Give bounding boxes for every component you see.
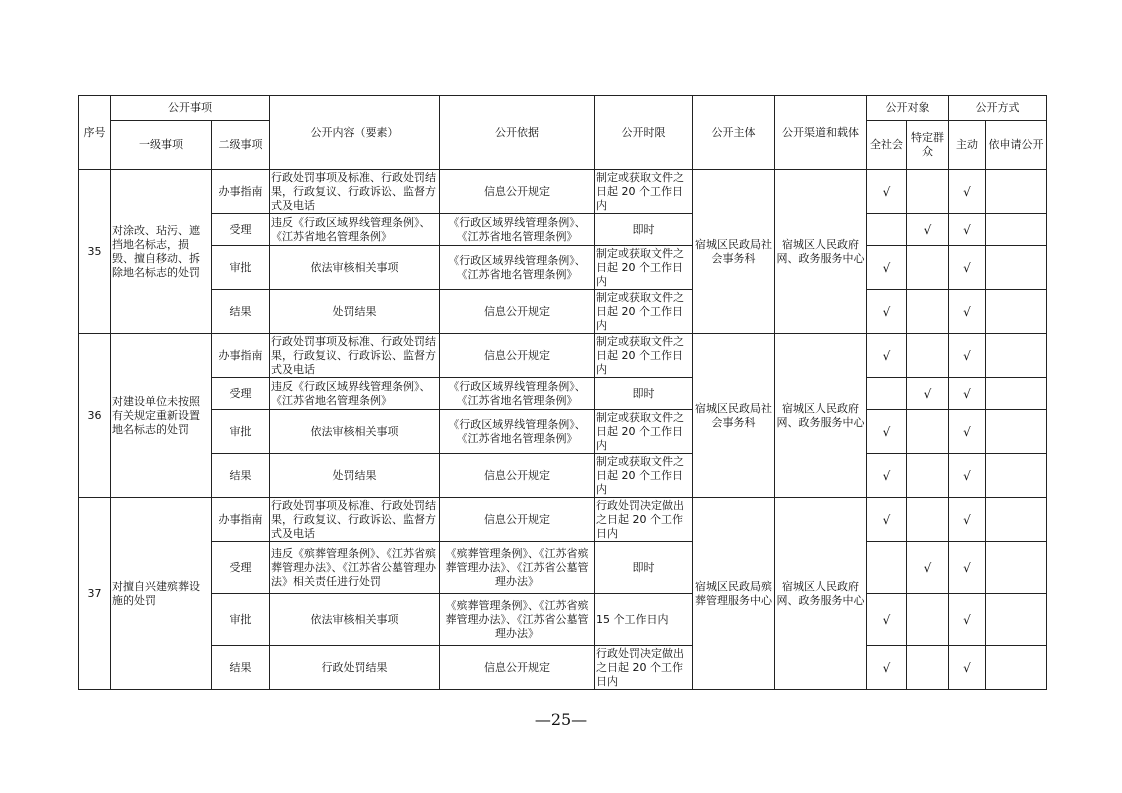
item-basis: 《行政区域界线管理条例》、《江苏省地名管理条例》 <box>440 214 595 246</box>
all-society-check <box>867 542 907 594</box>
table-row <box>79 542 1047 594</box>
table-row <box>79 170 1047 214</box>
item-level1: 对擅自兴建殡葬设施的处罚 <box>111 498 212 690</box>
active-check: √ <box>949 290 986 334</box>
item-basis: 信息公开规定 <box>440 646 595 690</box>
specific-group-check <box>907 170 949 214</box>
item-level1: 对建设单位未按照有关规定重新设置地名标志的处罚 <box>111 334 212 498</box>
header-level1: 一级事项 <box>111 121 212 170</box>
item-level2: 受理 <box>212 214 270 246</box>
header-active: 主动 <box>949 121 986 170</box>
table-row <box>79 246 1047 290</box>
all-society-check <box>867 378 907 410</box>
item-basis: 《殡葬管理条例》、《江苏省殡葬管理办法》、《江苏省公墓管理办法》 <box>440 542 595 594</box>
header-row-1 <box>79 96 1047 121</box>
active-check: √ <box>949 170 986 214</box>
all-society-check: √ <box>867 646 907 690</box>
item-seq: 37 <box>79 498 111 690</box>
item-level2: 审批 <box>212 594 270 646</box>
item-time-limit: 即时 <box>595 378 693 410</box>
header-method: 公开方式 <box>949 96 1047 121</box>
header-time-limit: 公开时限 <box>595 96 693 170</box>
table-row <box>79 290 1047 334</box>
item-content: 违反《行政区域界线管理条例》、《江苏省地名管理条例》 <box>270 378 440 410</box>
all-society-check: √ <box>867 246 907 290</box>
item-level2: 结果 <box>212 290 270 334</box>
item-content: 违反《行政区域界线管理条例》、《江苏省地名管理条例》 <box>270 214 440 246</box>
header-seq: 序号 <box>79 96 111 170</box>
on-request-check <box>986 334 1047 378</box>
item-basis: 《行政区域界线管理条例》、《江苏省地名管理条例》 <box>440 378 595 410</box>
item-content: 行政处罚事项及标准、行政处罚结果，行政复议、行政诉讼、监督方式及电话 <box>270 334 440 378</box>
item-time-limit: 即时 <box>595 542 693 594</box>
active-check: √ <box>949 378 986 410</box>
on-request-check <box>986 410 1047 454</box>
header-basis: 公开依据 <box>440 96 595 170</box>
specific-group-check <box>907 646 949 690</box>
item-subject: 宿城区民政局社会事务科 <box>693 334 775 498</box>
header-content: 公开内容（要素） <box>270 96 440 170</box>
item-basis: 信息公开规定 <box>440 498 595 542</box>
header-all-society: 全社会 <box>867 121 907 170</box>
item-subject: 宿城区民政局殡葬管理服务中心 <box>693 498 775 690</box>
item-content: 处罚结果 <box>270 454 440 498</box>
table-row <box>79 214 1047 246</box>
on-request-check <box>986 542 1047 594</box>
specific-group-check: √ <box>907 378 949 410</box>
item-content: 依法审核相关事项 <box>270 410 440 454</box>
on-request-check <box>986 378 1047 410</box>
item-basis: 《殡葬管理条例》、《江苏省殡葬管理办法》、《江苏省公墓管理办法》 <box>440 594 595 646</box>
item-time-limit: 行政处罚决定做出之日起 20 个工作日内 <box>595 646 693 690</box>
item-channel: 宿城区人民政府网、政务服务中心 <box>775 170 867 334</box>
on-request-check <box>986 594 1047 646</box>
on-request-check <box>986 170 1047 214</box>
all-society-check: √ <box>867 594 907 646</box>
item-channel: 宿城区人民政府网、政务服务中心 <box>775 498 867 690</box>
active-check: √ <box>949 334 986 378</box>
all-society-check: √ <box>867 454 907 498</box>
item-time-limit: 制定或获取文件之日起 20 个工作日内 <box>595 170 693 214</box>
item-content: 依法审核相关事项 <box>270 246 440 290</box>
item-content: 处罚结果 <box>270 290 440 334</box>
specific-group-check: √ <box>907 542 949 594</box>
on-request-check <box>986 498 1047 542</box>
all-society-check <box>867 214 907 246</box>
item-time-limit: 制定或获取文件之日起 20 个工作日内 <box>595 334 693 378</box>
item-seq: 35 <box>79 170 111 334</box>
specific-group-check: √ <box>907 214 949 246</box>
item-level2: 办事指南 <box>212 498 270 542</box>
item-basis: 信息公开规定 <box>440 290 595 334</box>
item-level2: 结果 <box>212 454 270 498</box>
all-society-check: √ <box>867 290 907 334</box>
table-row <box>79 498 1047 542</box>
disclosure-table <box>78 95 1047 690</box>
item-seq: 36 <box>79 334 111 498</box>
item-level2: 审批 <box>212 410 270 454</box>
item-channel: 宿城区人民政府网、政务服务中心 <box>775 334 867 498</box>
item-content: 行政处罚结果 <box>270 646 440 690</box>
item-content: 行政处罚事项及标准、行政处罚结果，行政复议、行政诉讼、监督方式及电话 <box>270 498 440 542</box>
all-society-check: √ <box>867 410 907 454</box>
on-request-check <box>986 454 1047 498</box>
active-check: √ <box>949 410 986 454</box>
active-check: √ <box>949 454 986 498</box>
item-content: 依法审核相关事项 <box>270 594 440 646</box>
item-level2: 结果 <box>212 646 270 690</box>
item-time-limit: 制定或获取文件之日起 20 个工作日内 <box>595 454 693 498</box>
header-subject: 公开主体 <box>693 96 775 170</box>
item-level2: 审批 <box>212 246 270 290</box>
disclosure-table-wrapper <box>78 95 1046 690</box>
table-row <box>79 378 1047 410</box>
on-request-check <box>986 646 1047 690</box>
specific-group-check <box>907 454 949 498</box>
item-time-limit: 制定或获取文件之日起 20 个工作日内 <box>595 246 693 290</box>
item-time-limit: 制定或获取文件之日起 20 个工作日内 <box>595 410 693 454</box>
all-society-check: √ <box>867 334 907 378</box>
table-row <box>79 646 1047 690</box>
item-basis: 《行政区域界线管理条例》、《江苏省地名管理条例》 <box>440 246 595 290</box>
on-request-check <box>986 290 1047 334</box>
on-request-check <box>986 214 1047 246</box>
item-basis: 《行政区域界线管理条例》、《江苏省地名管理条例》 <box>440 410 595 454</box>
page-number: —25— <box>534 710 588 729</box>
active-check: √ <box>949 594 986 646</box>
specific-group-check <box>907 334 949 378</box>
item-time-limit: 行政处罚决定做出之日起 20 个工作日内 <box>595 498 693 542</box>
specific-group-check <box>907 290 949 334</box>
specific-group-check <box>907 498 949 542</box>
item-level2: 受理 <box>212 542 270 594</box>
item-level1: 对涂改、玷污、遮挡地名标志，损毁、擅自移动、拆除地名标志的处罚 <box>111 170 212 334</box>
item-time-limit: 即时 <box>595 214 693 246</box>
header-items: 公开事项 <box>111 96 270 121</box>
table-row <box>79 334 1047 378</box>
specific-group-check <box>907 246 949 290</box>
active-check: √ <box>949 246 986 290</box>
table-row <box>79 454 1047 498</box>
header-specific: 特定群众 <box>907 121 949 170</box>
header-channel: 公开渠道和载体 <box>775 96 867 170</box>
active-check: √ <box>949 542 986 594</box>
all-society-check: √ <box>867 170 907 214</box>
item-basis: 信息公开规定 <box>440 334 595 378</box>
table-row <box>79 594 1047 646</box>
item-basis: 信息公开规定 <box>440 454 595 498</box>
item-level2: 办事指南 <box>212 334 270 378</box>
item-content: 行政处罚事项及标准、行政处罚结果，行政复议、行政诉讼、监督方式及电话 <box>270 170 440 214</box>
active-check: √ <box>949 646 986 690</box>
item-subject: 宿城区民政局社会事务科 <box>693 170 775 334</box>
all-society-check: √ <box>867 498 907 542</box>
item-time-limit: 15 个工作日内 <box>595 594 693 646</box>
item-level2: 受理 <box>212 378 270 410</box>
item-content: 违反《殡葬管理条例》、《江苏省殡葬管理办法》、《江苏省公墓管理办法》相关责任进行处罚 <box>270 542 440 594</box>
item-basis: 信息公开规定 <box>440 170 595 214</box>
active-check: √ <box>949 498 986 542</box>
active-check: √ <box>949 214 986 246</box>
header-on-request: 依申请公开 <box>986 121 1047 170</box>
header-level2: 二级事项 <box>212 121 270 170</box>
item-level2: 办事指南 <box>212 170 270 214</box>
specific-group-check <box>907 410 949 454</box>
specific-group-check <box>907 594 949 646</box>
table-row <box>79 410 1047 454</box>
header-target: 公开对象 <box>867 96 949 121</box>
item-time-limit: 制定或获取文件之日起 20 个工作日内 <box>595 290 693 334</box>
on-request-check <box>986 246 1047 290</box>
